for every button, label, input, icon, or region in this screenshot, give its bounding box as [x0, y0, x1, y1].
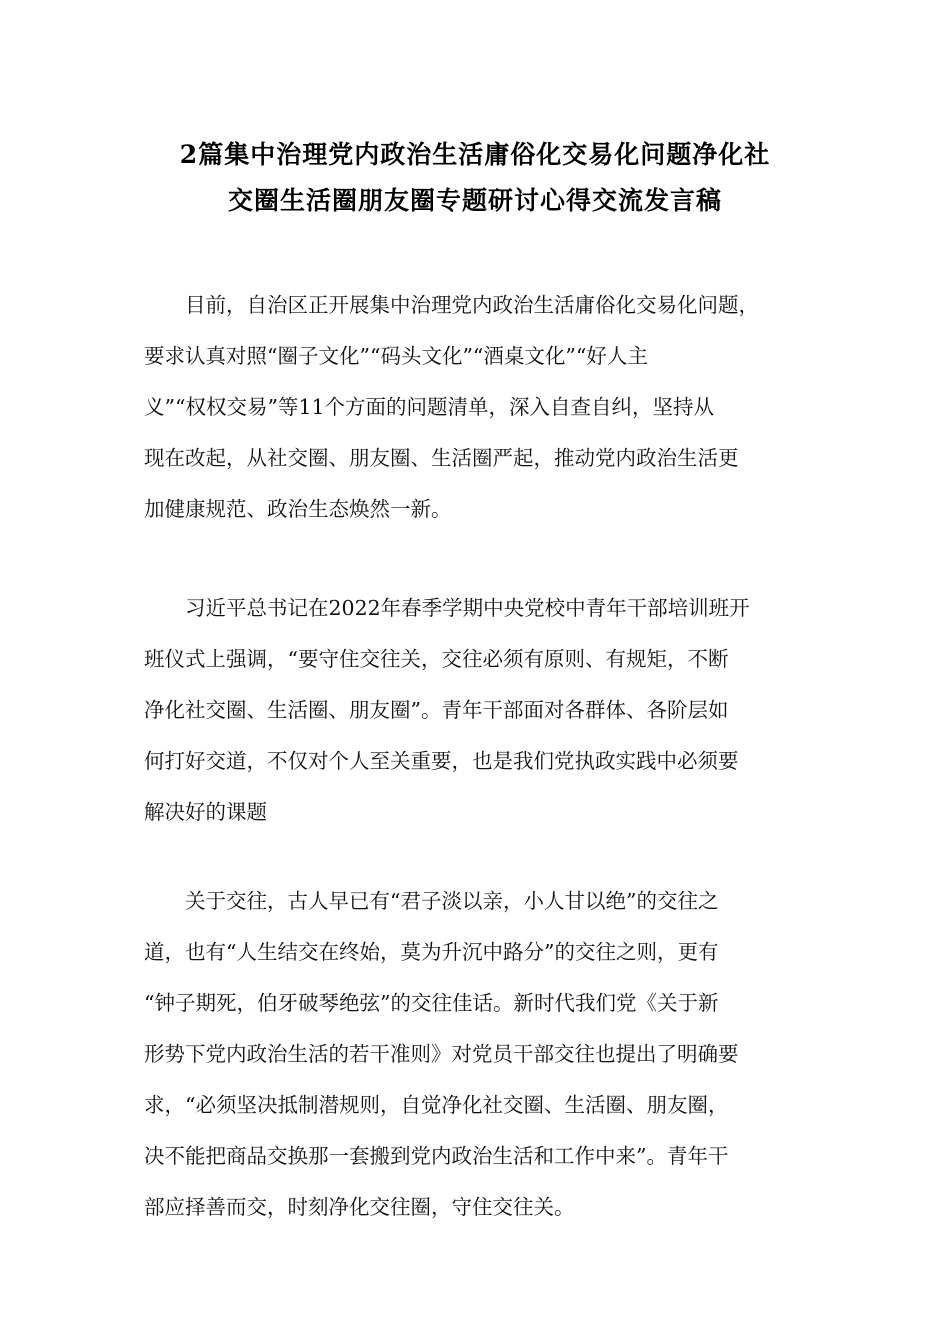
paragraph-line: “钟子期死，伯牙破琴绝弦”的交往佳话。新时代我们党《关于新: [144, 991, 719, 1015]
paragraph-line: 加健康规范、政治生态焕然一新。: [144, 497, 452, 521]
paragraph-2: [144, 583, 812, 838]
paragraph-line: 形势下党内政治生活的若干准则》对党员干部交往也提出了明确要: [144, 1042, 739, 1066]
paragraph-line: 现在改起，从社交圈、朋友圈、生活圈严起，推动党内政治生活更: [144, 446, 739, 470]
paragraph-line: 义”“权权交易”等11个方面的问题清单，深入自查自纠，坚持从: [144, 395, 715, 419]
paragraph-line: 解决好的课题: [144, 800, 267, 824]
paragraph-line: 关于交往，古人早已有“君子淡以亲，小人甘以绝”的交往之: [185, 889, 719, 913]
paragraph-line: 决不能把商品交换那一套搬到党内政治生活和工作中来”。青年干: [144, 1144, 729, 1168]
paragraph-line: 要求认真对照“圈子文化”“码头文化”“酒桌文化”“好人主: [144, 344, 648, 368]
paragraph-line: 目前，自治区正开展集中治理党内政治生活庸俗化交易化问题，: [185, 293, 759, 317]
paragraph-line: 习近平总书记在2022年春季学期中央党校中青年干部培训班开: [185, 596, 750, 620]
paragraph-line: 道，也有“人生结交在终始，莫为升沉中路分”的交往之则，更有: [144, 940, 719, 964]
paragraph-3: [144, 876, 812, 1233]
paragraph-line: 班仪式上强调，“要守住交往关，交往必须有原则、有规矩，不断: [144, 647, 729, 671]
paragraph-line: 部应择善而交，时刻净化交往圈，守住交往关。: [144, 1195, 575, 1219]
paragraph-line: 何打好交道，不仅对个人至关重要，也是我们党执政实践中必须要: [144, 749, 739, 773]
title-line-1: 2篇集中治理党内政治生活庸俗化交易化问题净化社: [179, 140, 771, 169]
paragraph-1: [144, 280, 812, 535]
paragraph-line: 求，“必须坚决抵制潜规则，自觉净化社交圈、生活圈、朋友圈，: [144, 1093, 729, 1117]
title-line-2: 交圈生活圈朋友圈专题研讨心得交流发言稿: [227, 186, 722, 215]
paragraph-line: 净化社交圈、生活圈、朋友圈”。青年干部面对各群体、各阶层如: [144, 698, 729, 722]
document-title: [120, 132, 830, 224]
